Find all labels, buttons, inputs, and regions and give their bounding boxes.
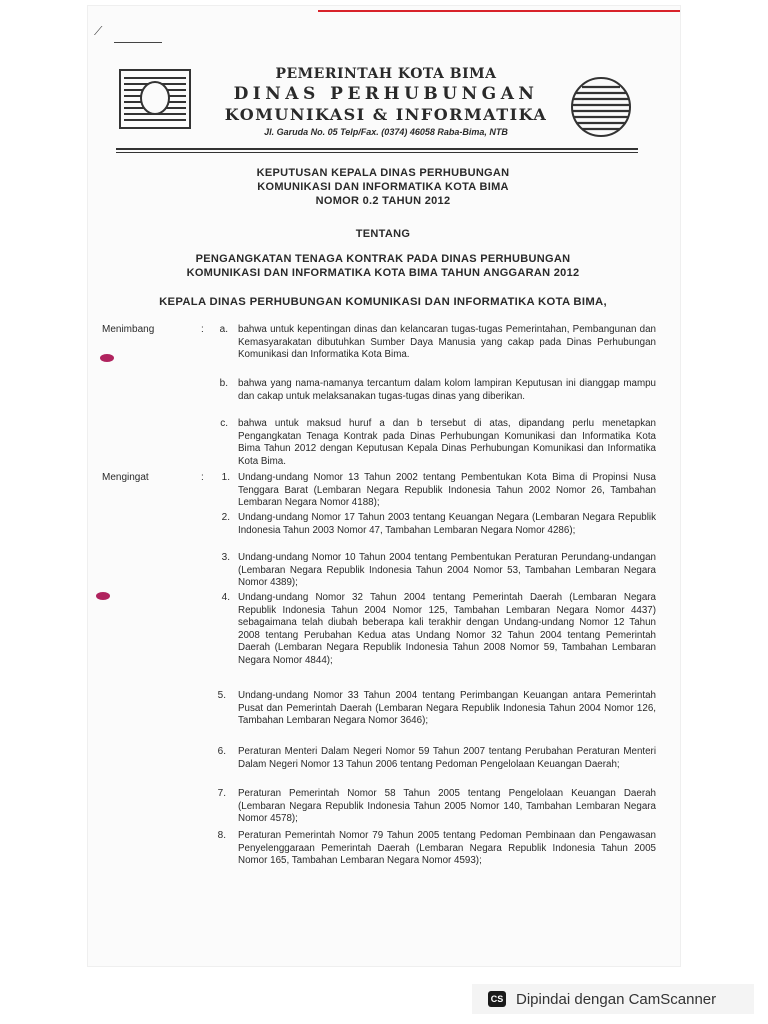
- mengingat-mark-1: 1.: [221, 472, 230, 483]
- mengingat-item-7: Peraturan Pemerintah Nomor 58 Tahun 2005 tentang Pengelolaan Keuangan Daerah (Lembaran Negara Republik Indonesia Tahun 2005 Nomor 140, Tambahan Lembaran Negara Nomor 4578);: [238, 788, 656, 825]
- pen-mark: ⟋: [94, 24, 103, 38]
- decree-number: NOMOR 0.2 TAHUN 2012: [315, 195, 451, 207]
- mengingat-item-5: Undang-undang Nomor 33 Tahun 2004 tentang Perimbangan Keuangan antara Pemerintah Pusat dan Pemerintah Daerah (Lembaran Negara Republik Indonesia Tahun 2004 Nomor 126, Tambahan Lembaran Negara Nomor 3646);: [238, 690, 656, 727]
- mengingat-item-4: Undang-undang Nomor 32 Tahun 2004 tentang Pemerintah Daerah (Lembaran Negara Republik Indonesia Tahun 2004 Nomor 125, Tambahan Lembaran Negara Nomor 4437) sebagaimana telah diubah beberapa kali terakhir dengan Undang-undang Nomor 12 Tahun 2008 tentang Perubahan Kedua atas Undang Nomor 32 Tahun 2004 tentang Pemerintah Daerah (Lembaran Negara Republik Indonesia Tahun 2008 Nomor 59, Tambahan Lembaran Negara Nomor 4844);: [238, 592, 656, 666]
- letterhead-rule: [116, 148, 638, 150]
- mengingat-mark-2: 2.: [221, 512, 230, 523]
- camscanner-icon: CS: [488, 991, 506, 1007]
- decree-about: TENTANG: [355, 228, 411, 240]
- punch-hole-mark: [100, 354, 114, 362]
- mengingat-item-8: Peraturan Pemerintah Nomor 79 Tahun 2005 tentang Pedoman Pembinaan dan Pengawasan Penyelenggaraan Pemerintah Daerah (Lembaran Negara Republik Indonesia Tahun 2005 Nomor 165, Tambahan Lembaran Negara Nomor 4593);: [238, 830, 656, 867]
- letterhead: [206, 66, 566, 137]
- mengingat-item-3: Undang-undang Nomor 10 Tahun 2004 tentang Pembentukan Peraturan Perundang-undangan (Lembaran Negara Republik Indonesia Tahun 2004 Nomor 53, Tambahan Lembaran Negara Nomor 4389);: [238, 552, 656, 589]
- letterhead-agency: DINAS PERHUBUNGAN: [233, 84, 539, 104]
- decree-title-2: KOMUNIKASI DAN INFORMATIKA KOTA BIMA: [257, 181, 509, 193]
- decree-subject-1: PENGANGKATAN TENAGA KONTRAK PADA DINAS PERHUBUNGAN: [195, 253, 571, 265]
- mengingat-mark-3: 3.: [221, 552, 230, 563]
- letterhead-government: PEMERINTAH KOTA BIMA: [275, 66, 497, 82]
- mengingat-mark-7: 7.: [217, 788, 226, 799]
- decree-title: KEPUTUSAN KEPALA DINAS PERHUBUNGAN: [256, 167, 510, 179]
- menimbang-item-c: bahwa untuk maksud huruf a dan b tersebut di atas, dipandang perlu menetapkan Pengangkatan Tenaga Kontrak pada Dinas Perhubungan Komunikasi dan Informatika Kota Bima Tahun 2012 dengan Keputusan Kepala Dinas Perhubungan Komunikasi dan Informatika Kota Bima.: [238, 418, 656, 467]
- globe-logo-icon: [570, 76, 632, 138]
- punch-hole-mark: [96, 592, 110, 600]
- letterhead-address: Jl. Garuda No. 05 Telp/Fax. (0374) 46058 Raba-Bima, NTB: [264, 127, 508, 137]
- decree-authority: KEPALA DINAS PERHUBUNGAN KOMUNIKASI DAN INFORMATIKA KOTA BIMA,: [159, 296, 607, 308]
- menimbang-item-a: bahwa untuk kepentingan dinas dan kelancaran tugas-tugas Pemerintahan, Pembangunan dan Kemasyarakatan dibutuhkan Sumber Daya Manusia yang cakap pada Dinas Perhubungan Komunikasi dan Informatika Kota Bima.: [238, 324, 656, 361]
- mengingat-mark-6: 6.: [217, 746, 226, 757]
- mengingat-item-1: Undang-undang Nomor 13 Tahun 2002 tentang Pembentukan Kota Bima di Propinsi Nusa Tenggara Barat (Lembaran Negara Republik Indonesia Tahun 2002 Nomor 26, Tambahan Lembaran Negara Nomor 4188);: [238, 472, 656, 509]
- camscanner-watermark: [472, 984, 754, 1014]
- mengingat-mark-5: 5.: [217, 690, 226, 701]
- letterhead-division: KOMUNIKASI & INFORMATIKA: [224, 105, 548, 124]
- mengingat-mark-8: 8.: [217, 830, 226, 841]
- mengingat-label: Mengingat: [102, 472, 149, 483]
- decree-subject: [128, 252, 638, 280]
- decree-subject-2: KOMUNIKASI DAN INFORMATIKA KOTA BIMA TAHUN ANGGARAN 2012: [186, 267, 580, 279]
- menimbang-mark-c: c.: [220, 418, 228, 429]
- red-edge-line: [318, 10, 680, 12]
- menimbang-mark-a: a.: [219, 324, 228, 335]
- menimbang-mark-b: b.: [219, 378, 228, 389]
- mengingat-item-2: Undang-undang Nomor 17 Tahun 2003 tentang Keuangan Negara (Lembaran Negara Republik Indonesia Tahun 2003 Nomor 47, Tambahan Lembaran Negara Nomor 4286);: [238, 512, 656, 536]
- camscanner-text: Dipindai dengan CamScanner: [516, 990, 717, 1008]
- document-page: [88, 6, 680, 966]
- mengingat-colon: :: [201, 472, 204, 483]
- mengingat-item-6: Peraturan Menteri Dalam Negeri Nomor 59 Tahun 2007 tentang Perubahan Peraturan Menteri Dalam Negeri Nomor 13 Tahun 2006 tentang Pedoman Pengelolaan Keuangan Daerah;: [238, 746, 656, 770]
- garuda-emblem-icon: [118, 68, 192, 130]
- menimbang-colon: :: [201, 324, 204, 335]
- menimbang-label: Menimbang: [102, 324, 155, 335]
- mengingat-mark-4: 4.: [221, 592, 230, 603]
- letterhead-rule-thin: [116, 152, 638, 153]
- pen-stroke: [114, 42, 162, 43]
- decree-heading: [128, 166, 638, 208]
- menimbang-item-b: bahwa yang nama-namanya tercantum dalam kolom lampiran Keputusan ini dianggap mampu dan cakap untuk melaksanakan tugas-tugas dinas yang diberikan.: [238, 378, 656, 402]
